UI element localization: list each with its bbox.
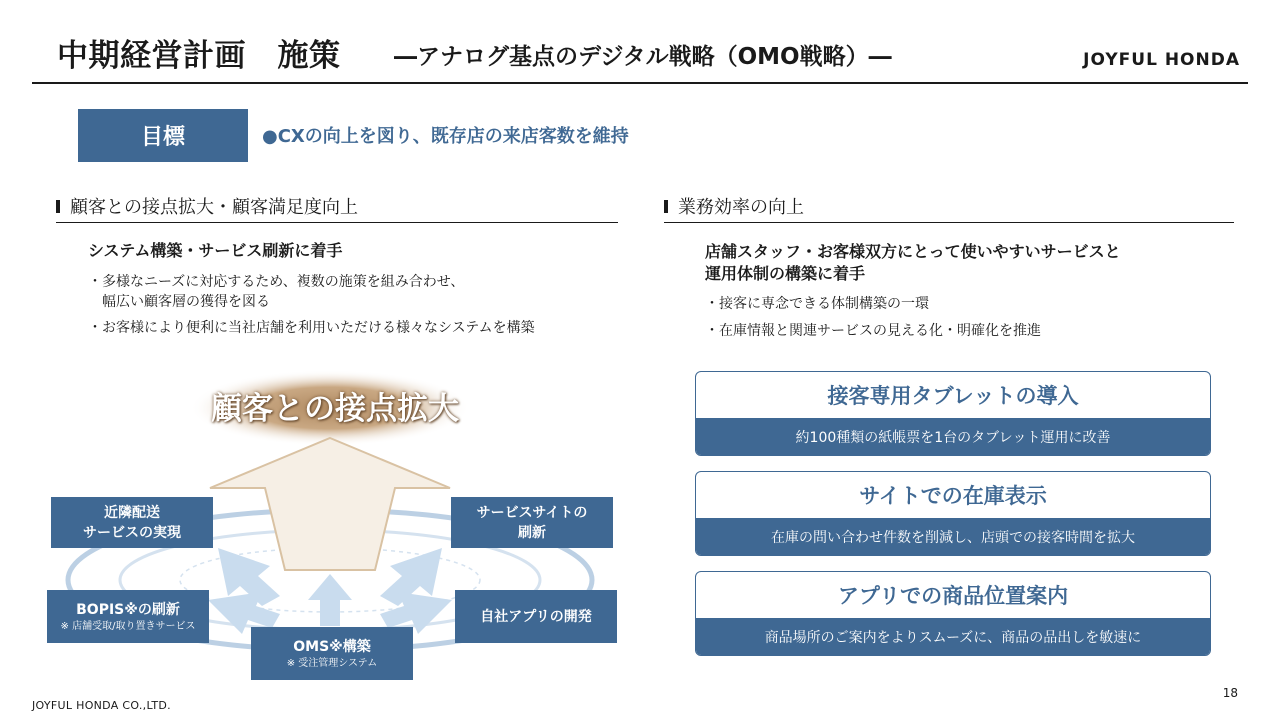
right-bullet-2: ・在庫情報と関連サービスの見える化・明確化を推進: [705, 323, 1041, 339]
brand-logo: JOYFUL HONDA: [1083, 50, 1240, 70]
footer-company: JOYFUL HONDA CO.,LTD.: [32, 699, 171, 712]
right-subtitle-line-2: 運用体制の構築に着手: [705, 264, 866, 283]
left-bullet-2: ・お客様により便利に当社店舗を利用いただける様々なシステムを構築: [88, 320, 535, 336]
left-subtitle: システム構築・サービス刷新に着手: [88, 241, 343, 260]
left-section-divider: [56, 222, 618, 223]
right-section-heading: [664, 193, 804, 219]
big-up-arrow-icon: [210, 438, 450, 570]
service-site-box: [451, 497, 613, 548]
card-tablet-desc: 約100種類の紙帳票を1台のタブレット運用に改善: [696, 418, 1210, 455]
bopis-label: BOPIS※の刷新: [76, 601, 180, 618]
title-divider: [32, 82, 1248, 84]
nearby-delivery-line-2: サービスの実現: [83, 524, 181, 541]
bopis-note: ※ 店舗受取/取り置きサービス: [60, 620, 196, 632]
arrow-bottom-icon: [308, 574, 352, 626]
goal-label: 目標: [78, 109, 248, 162]
card-product-location-title: アプリでの商品位置案内: [837, 584, 1069, 608]
bopis-box: [47, 590, 209, 643]
right-section-divider: [664, 222, 1234, 223]
nearby-delivery-box: [51, 497, 213, 548]
page-number: 18: [1222, 686, 1238, 700]
heading-bar-icon: [664, 200, 668, 213]
card-stock-display: [695, 471, 1211, 556]
oms-note: ※ 受注管理システム: [286, 657, 378, 669]
card-product-location-desc: 商品場所のご案内をよりスムーズに、商品の品出しを敏速に: [696, 618, 1210, 655]
right-bullet-1: ・接客に専念できる体制構築の一環: [705, 296, 929, 312]
left-section-heading: [56, 193, 358, 219]
heading-bar-icon: [56, 200, 60, 213]
own-app-label: 自社アプリの開発: [480, 608, 592, 625]
card-tablet-title: 接客専用タブレットの導入: [827, 384, 1079, 408]
card-tablet: [695, 371, 1211, 456]
oms-label: OMS※構築: [293, 638, 371, 655]
service-site-line-1: サービスサイトの: [476, 504, 588, 521]
left-bullet-1: ・多様なニーズに対応するため、複数の施策を組み合わせ、: [88, 274, 465, 290]
left-bullet-1-cont: 幅広い顧客層の獲得を図る: [88, 294, 270, 310]
right-section-heading-text: 業務効率の向上: [678, 197, 804, 218]
right-subtitle-line-1: 店舗スタッフ・お客様双方にとって使いやすいサービスと: [705, 242, 1121, 261]
oms-box: [251, 627, 413, 680]
card-product-location: [695, 571, 1211, 656]
card-stock-display-desc: 在庫の問い合わせ件数を削減し、店頭での接客時間を拡大: [696, 518, 1210, 555]
page-subtitle: ―アナログ基点のデジタル戦略（OMO戦略）―: [394, 44, 892, 70]
service-site-line-2: 刷新: [518, 524, 546, 541]
nearby-delivery-line-1: 近隣配送: [104, 504, 160, 521]
page-title: 中期経営計画 施策: [57, 38, 341, 74]
diagram-center-label: 顧客との接点拡大: [211, 391, 459, 427]
own-app-box: [455, 590, 617, 643]
left-section-heading-text: 顧客との接点拡大・顧客満足度向上: [70, 197, 358, 218]
card-stock-display-title: サイトでの在庫表示: [859, 484, 1047, 508]
goal-text: ●CXの向上を図り、既存店の来店客数を維持: [262, 126, 629, 147]
